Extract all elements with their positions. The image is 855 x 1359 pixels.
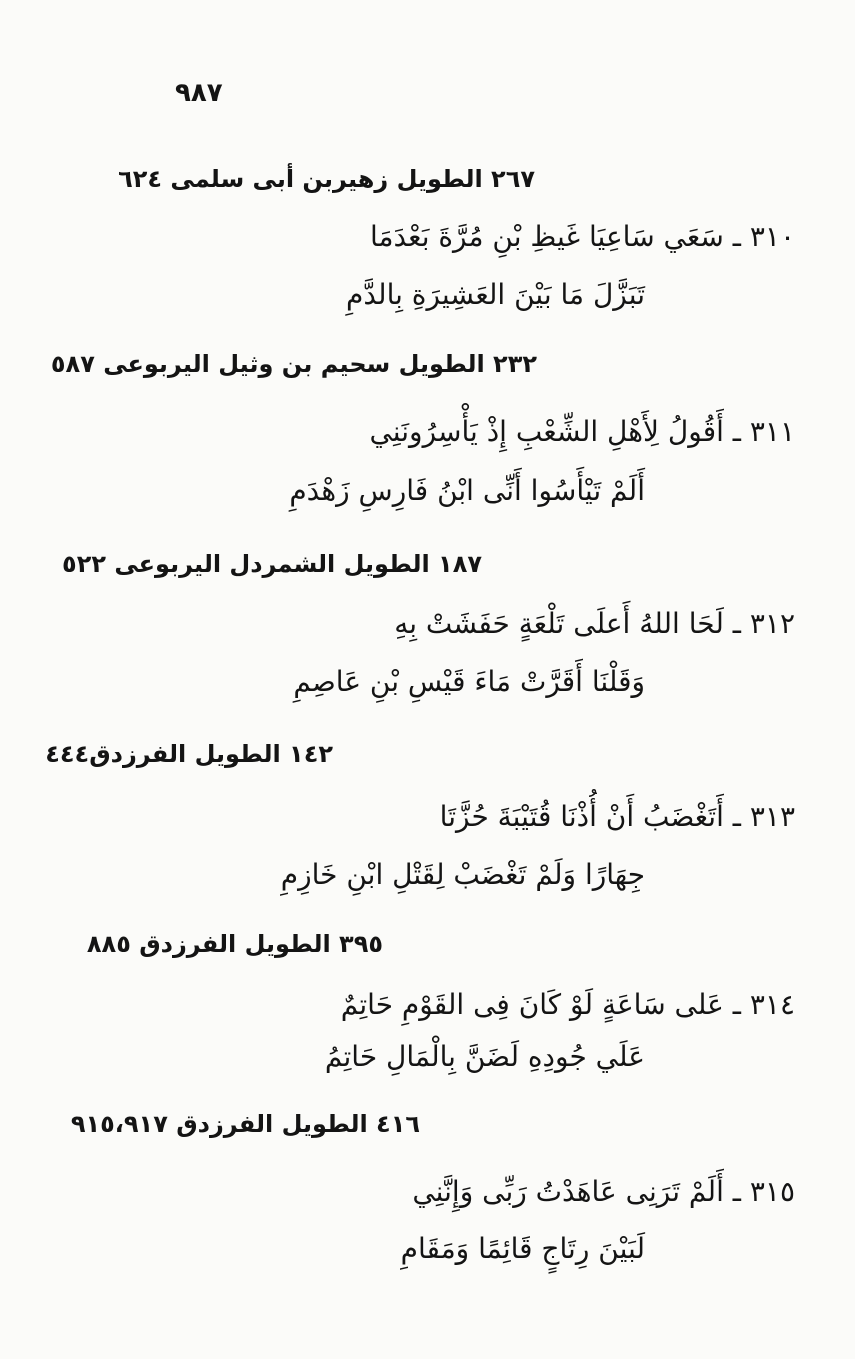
verse-second-hemistich: عَلَي جُودِهِ لَضَنَّ بِالْمَالِ حَاتِمُ bbox=[324, 1040, 645, 1073]
page-number: ٩٨٧ bbox=[175, 78, 223, 108]
verse-second-hemistich: تَبَزَّلَ مَا بَيْنَ العَشِيرَةِ بِالدَّمِ bbox=[346, 278, 645, 311]
verse-first-hemistich: ٣١٣ ـ أَتَغْضَبُ أَنْ أُذْنَا قُتَيْبَةَ حُزَّتَا bbox=[439, 800, 795, 833]
verse-first-hemistich: ٣١٠ ـ سَعَي سَاعِيَا غَيظِ بْنِ مُرَّةَ بَعْدَمَا bbox=[369, 220, 795, 253]
verse-first-hemistich: ٣١١ ـ أَقُولُ لِأَهْلِ الشِّعْبِ إِذْ يَأْسِرُونَنِي bbox=[369, 415, 795, 448]
verse-first-hemistich: ٣١٥ ـ أَلَمْ تَرَنِى عَاهَدْتُ رَبِّى وَإِنَّنِي bbox=[412, 1175, 795, 1208]
verse-first-hemistich: ٣١٢ ـ لَحَا اللهُ أَعلَى تَلْعَةٍ حَفَشَتْ بِهِ bbox=[394, 607, 795, 640]
verse-second-hemistich: جِهَارًا وَلَمْ تَغْضَبْ لِقَتْلِ ابْنِ خَازِمِ bbox=[280, 858, 645, 891]
verse-first-hemistich: ٣١٤ ـ عَلى سَاعَةٍ لَوْ كَانَ فِى القَوْمِ حَاتِمٌ bbox=[340, 988, 795, 1021]
source-reference: ١٤٢ الطويل الفرزدق٤٤٤ bbox=[45, 740, 333, 768]
verse-second-hemistich: أَلَمْ تَيْأَسُوا أَنِّى ابْنُ فَارِسِ زَهْدَمِ bbox=[289, 474, 645, 507]
source-reference: ٤١٦ الطويل الفرزدق ٩١٥،٩١٧ bbox=[70, 1110, 420, 1138]
verse-second-hemistich: وَقَلْنَا أَقَرَّتْ مَاءَ قَيْسِ بْنِ عَاصِمِ bbox=[293, 665, 645, 698]
source-reference: ٣٩٥ الطويل الفرزدق ٨٨٥ bbox=[86, 930, 383, 958]
source-reference: ١٨٧ الطويل الشمردل اليربوعى ٥٢٢ bbox=[62, 550, 482, 578]
source-reference: ٢٦٧ الطويل زهيربن أبى سلمى ٦٢٤ bbox=[118, 165, 535, 193]
verse-second-hemistich: لَبَيْنَ رِتَاجٍ قَائِمًا وَمَقَامِ bbox=[400, 1232, 645, 1265]
source-reference: ٢٣٢ الطويل سحيم بن وثيل اليربوعى ٥٨٧ bbox=[50, 350, 537, 378]
